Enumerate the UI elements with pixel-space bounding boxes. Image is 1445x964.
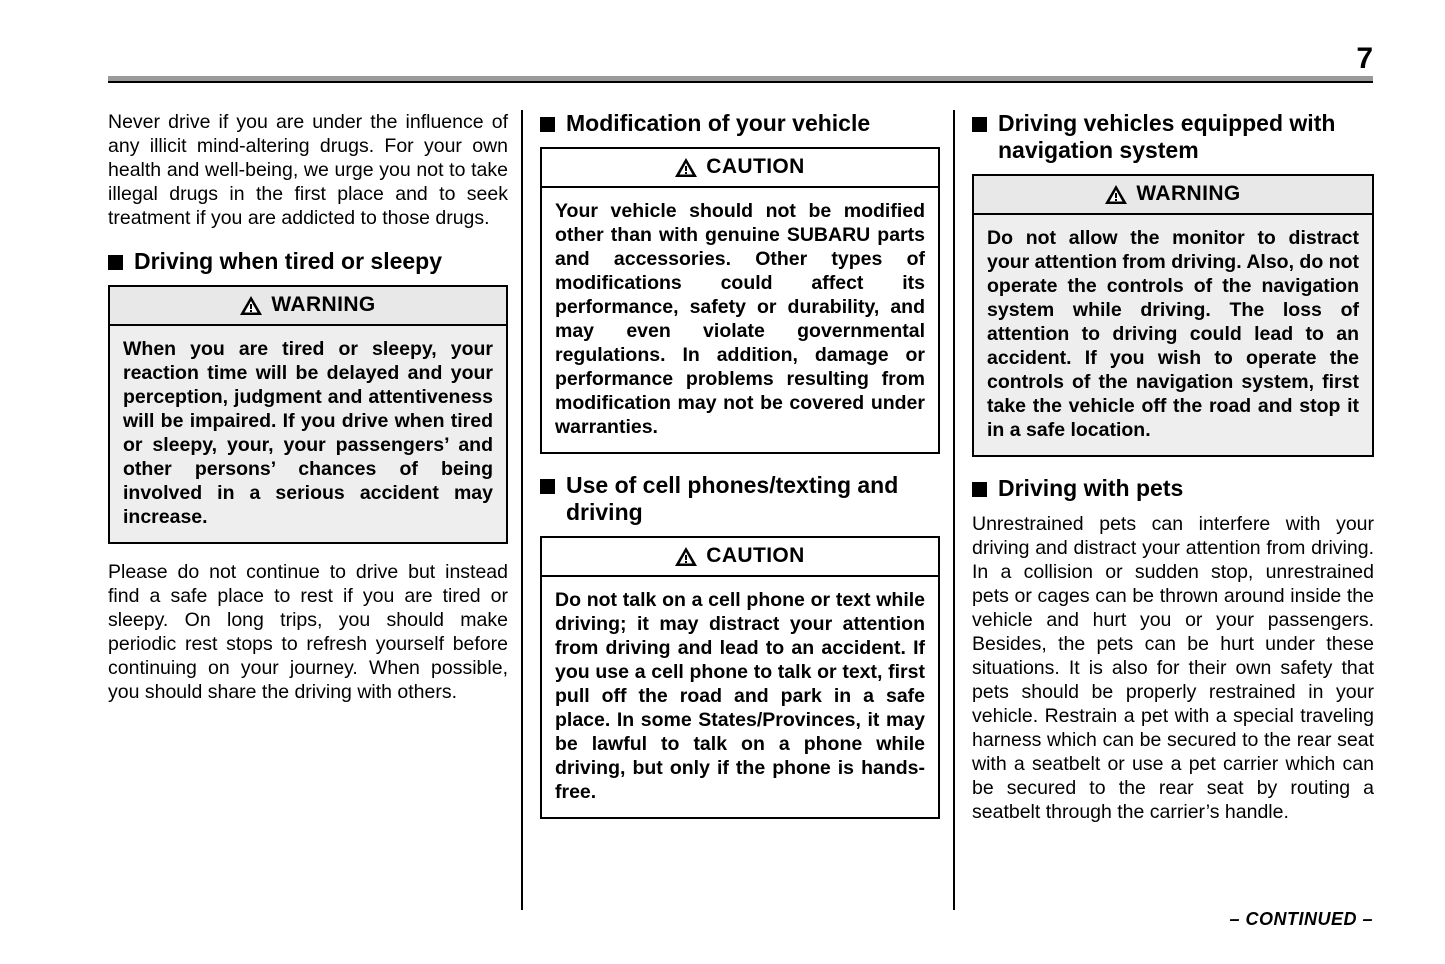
black-square-bullet-icon xyxy=(540,479,555,494)
caution-box-title xyxy=(542,149,938,188)
black-square-bullet-icon xyxy=(972,482,987,497)
section-heading-label: Driving vehicles equipped with navigation system xyxy=(998,110,1336,163)
warning-box-title xyxy=(110,287,506,326)
caution-box-cellphone xyxy=(540,536,940,819)
warning-label: WARNING xyxy=(271,293,376,316)
section-heading-label: Driving when tired or sleepy xyxy=(134,248,443,274)
section-heading-modification xyxy=(540,110,940,137)
caution-label: CAUTION xyxy=(706,544,805,567)
column-1 xyxy=(108,110,508,704)
warning-box-navigation xyxy=(972,174,1374,457)
continued-marker: – CONTINUED – xyxy=(1229,909,1373,929)
section-heading-label: Driving with pets xyxy=(998,475,1184,501)
black-square-bullet-icon xyxy=(108,255,123,270)
column-divider-2 xyxy=(953,110,955,910)
intro-paragraph: Never drive if you are under the influence of any illicit mind-altering drugs. For your own health and well-being, we urge you not to take illegal drugs in the first place and to seek treatment if you are addicted to those drugs. xyxy=(108,111,508,229)
warning-triangle-icon xyxy=(240,296,262,315)
section-heading-cellphone xyxy=(540,472,940,526)
warning-triangle-icon xyxy=(1105,185,1127,204)
caution-box-text: Your vehicle should not be modified other than with genuine SUBARU parts and accessories. Other types of modifications could affect its performance, safety or durability, and may even violate governmental regulations. In addition, damage or performance problems resulting from modification may not be covered under warranties. xyxy=(542,188,938,452)
closing-paragraph: Please do not continue to drive but instead find a safe place to rest if you are tired or sleepy. On long trips, you should make periodic rest stops to refresh yourself before continuing on your journey. When possible, you should share the driving with others. xyxy=(108,561,508,703)
column-3 xyxy=(972,110,1374,824)
column-2 xyxy=(540,110,940,835)
section-heading-label: Use of cell phones/texting and driving xyxy=(566,472,899,525)
black-square-bullet-icon xyxy=(540,117,555,132)
section-heading-driving-tired xyxy=(108,248,508,275)
warning-label: WARNING xyxy=(1136,182,1241,205)
section-heading-navigation xyxy=(972,110,1374,164)
warning-triangle-icon xyxy=(675,547,697,566)
caution-box-text: Do not talk on a cell phone or text while driving; it may distract your attention from driving and lead to an accident. If you use a cell phone to talk or text, first pull off the road and park in a safe place. In some States/Provinces, it may be lawful to talk on a phone while driving, but only if the phone is hands-free. xyxy=(542,577,938,817)
warning-box-tired xyxy=(108,285,508,544)
warning-box-title xyxy=(974,176,1372,215)
pets-paragraph: Unrestrained pets can interfere with your driving and distract your attention from driving. In a collision or sudden stop, unrestrained pets or cages can be thrown around inside the vehicle and hurt you or your passengers. Besides, the pets can be hurt under these situations. It is also for their own safety that pets should be properly restrained in your vehicle. Restrain a pet with a special traveling harness which can be secured to the rear seat with a seatbelt or use a pet carrier which can be secured to the rear seat by routing a seatbelt through the carrier’s handle. xyxy=(972,513,1374,823)
page-number: 7 xyxy=(1356,42,1373,75)
caution-box-modification xyxy=(540,147,940,454)
header-rule xyxy=(108,76,1373,81)
warning-box-text: When you are tired or sleepy, your reaction time will be delayed and your perception, judgment and attentiveness will be impaired. If you drive when tired or sleepy, your, your passengers’ and other persons’ chances of being involved in a serious accident may increase. xyxy=(110,326,506,542)
page-columns xyxy=(108,110,1373,910)
caution-label: CAUTION xyxy=(706,155,805,178)
warning-triangle-icon xyxy=(675,158,697,177)
column-divider-1 xyxy=(521,110,523,910)
section-heading-label: Modification of your vehicle xyxy=(566,110,871,136)
caution-box-title xyxy=(542,538,938,577)
black-square-bullet-icon xyxy=(972,117,987,132)
warning-box-text: Do not allow the monitor to distract your attention from driving. Also, do not operate the controls of the navigation system while driving. The loss of attention to driving could lead to an accident. If you wish to operate the controls of the navigation system, first take the vehicle off the road and stop it in a safe location. xyxy=(974,215,1372,455)
section-heading-pets xyxy=(972,475,1374,502)
